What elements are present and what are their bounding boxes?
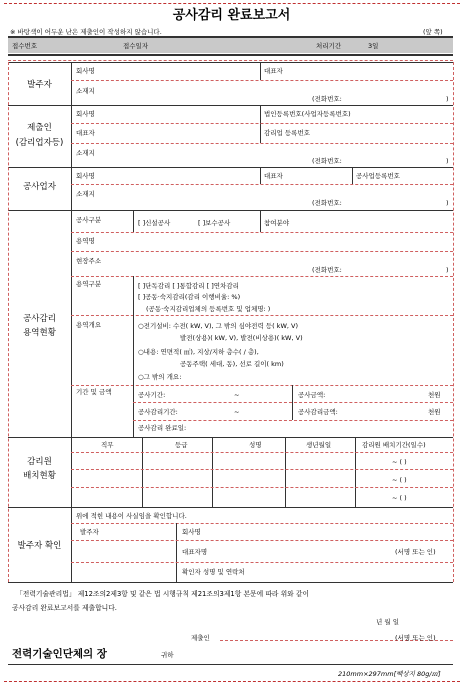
staff-header-period: 감리원 배치기간(일수) [362,441,426,449]
form-top-border [8,36,453,38]
contractor-phone-label: (전화번호: [312,199,342,207]
submitter-corp-no-label: 법인등록번호(사업자등록번호) [264,110,351,118]
owner-top-border [8,62,453,63]
staff-col-divider-2 [212,437,213,507]
status-top-border [8,210,453,211]
work-type-repair-checkbox[interactable]: [ ]보수공사 [198,219,231,227]
confirm-row-line-1 [71,523,453,524]
receipt-gap-line [8,60,453,61]
paper-spec: 210mm×297mm[백상지 80g/㎡] [338,670,441,678]
supervision-completion-label: 공사감리 완료일: [138,424,187,432]
construction-amount-label: 공사금액: [298,391,326,399]
status-row-line-5 [71,385,453,386]
overview-line-1: ○전기설비: 수전( kW, V), 그 밖의 심야전력 등( kW, V) [138,322,298,330]
status-row-line-1 [71,232,453,233]
staff-period-cell-1: ~ ( ) [392,458,407,466]
staff-section-label: 감리원 [27,457,52,467]
confirm-label-divider [176,523,177,582]
staff-top-border [8,437,453,438]
contractor-address-label: 소재지 [76,190,95,198]
submitter-rep-label: 대표자 [76,129,95,137]
receipt-number-label: 접수번호 [12,42,38,50]
page-title: 공사감리 완료보고서 [172,8,291,23]
contractor-phone-close: ) [446,199,449,207]
supervision-amount-unit: 천원 [428,408,441,416]
submitter-reg-no-label: 감리업 등록번호 [264,129,311,137]
staff-row-line-2 [71,469,453,470]
recipient-title: 전력기술인단체의 장 [12,648,107,660]
footer-submitter-label: 제출인 [191,634,210,642]
period-row-line-1 [133,402,453,403]
staff-col-divider-1 [142,437,143,507]
owner-rep-divider [260,62,261,80]
footer-bottom-line [8,664,453,665]
site-phone-close: ) [446,266,449,274]
contractor-reg-no-label: 공사업등록번호 [356,172,400,180]
period-row-line-2 [133,420,453,421]
owner-section-label: 발주자 [27,80,52,90]
staff-col-divider-4 [355,437,356,507]
staff-header-duty: 직무 [101,441,114,449]
overview-line-4: 공동주택( 세대, 동), 선로 길이( km) [180,360,284,368]
supervision-period-label: 공사감리기간: [138,408,178,416]
service-type-line-2[interactable]: [ ]공동·숙지감리(감리 이행비율: %) [138,293,241,301]
submission-date: 년 월 일 [376,618,399,626]
work-type-label: 공사구분 [76,216,102,224]
staff-header-name: 성명 [249,441,262,449]
receipt-row-bg [8,37,453,53]
submitter-address-label: 소재지 [76,149,95,157]
owner-phone-label: (전화번호: [312,95,342,103]
submitter-top-border [8,105,453,106]
confirm-column-divider [71,507,72,582]
footer-sign-label: (서명 또는 인) [395,634,436,642]
work-type-new-checkbox[interactable]: [ ]신설공사 [138,219,171,227]
status-label-divider [133,210,134,232]
overview-line-5: ○그 밖의 개요: [138,373,182,381]
confirm-statement: 위에 적힌 내용이 사실임을 확인합니다. [76,512,187,520]
bottom-cut-line [4,681,460,682]
period-amount-divider [133,385,134,437]
confirm-sign-label: (서명 또는 인) [395,548,436,556]
confirm-section-label: 발주자 확인 [17,541,62,551]
section-column-divider [71,62,72,512]
owner-phone-close: ) [446,95,449,103]
participation-label: 참여분야 [264,219,290,227]
status-row-line-4 [71,315,453,316]
supervision-amount-label: 공사감리금액: [298,408,338,416]
service-type-label: 용역구분 [76,280,102,288]
page-marker: (앞 쪽) [423,28,443,36]
submitter-company-label: 회사명 [76,110,95,118]
submitter-corp-divider [260,105,261,143]
owner-rep-label: 대표자 [264,67,283,75]
recipient-suffix: 귀하 [161,651,174,659]
staff-header-grade: 등급 [175,441,188,449]
form-bottom-border [8,582,453,583]
submitter-section-sublabel: (감리업자등) [15,138,64,148]
contractor-reg-divider [352,167,353,184]
staff-section-sublabel: 배치현황 [23,471,56,481]
service-name-label: 용역명 [76,237,95,245]
staff-period-cell-2: ~ ( ) [392,476,407,484]
status-row-line-2 [71,251,453,252]
construction-period-dash: ~ [234,391,240,399]
owner-row-line [71,80,453,81]
processing-period-label: 처리기간 [316,42,342,50]
confirm-row-line-3 [71,562,453,563]
staff-row-line-1 [71,452,453,453]
instruction-note: ※ 바탕색이 어두운 난은 제출인이 작성하지 않습니다. [10,28,162,36]
status-section-label: 공사감리 [23,314,56,324]
overview-divider [133,315,134,385]
receipt-date-label: 접수일자 [123,42,149,50]
staff-row-line-3 [71,487,453,488]
submitter-row-line-2 [71,143,453,144]
supervision-period-dash: ~ [234,408,240,416]
contractor-rep-divider [260,167,261,184]
contractor-rep-label: 대표자 [264,172,283,180]
contractor-company-label: 회사명 [76,172,95,180]
overview-line-3: ○내용: 연면적( ㎡), 지상/지하 층수( / 층), [138,348,259,356]
site-phone-label: (전화번호: [312,266,342,274]
confirm-rep-label: 대표자명 [182,548,208,556]
processing-period-value: 3일 [368,42,379,50]
contractor-top-border [8,167,453,168]
right-border [453,62,454,582]
period-amount-label: 기간 및 금액 [76,388,112,396]
submitter-row-line-1 [71,123,453,124]
staff-col-divider-3 [285,437,286,507]
declaration-line-2: 공사감리 완료보고서를 제출합니다. [12,604,117,612]
participation-divider [260,210,261,232]
top-cut-line [4,3,460,4]
confirm-owner-label: 발주자 [80,528,99,536]
contractor-row-line [71,184,453,185]
confirm-row-line-2 [71,540,453,541]
staff-header-birth: 생년월일 [306,441,332,449]
overview-label: 용역개요 [76,321,102,329]
status-row-line-3 [71,276,453,277]
service-type-divider [133,276,134,315]
confirmer-label: 확인자 성명 및 연락처 [182,568,245,576]
declaration-line-1: 「전력기술관리법」 제12조의2제3항 및 같은 법 시행규칙 제21조의3제1항 본문에 따라 위와 같이 [16,590,310,598]
service-type-line-1[interactable]: [ ]단독감리 [ ]통합감리 [ ]연차감리 [138,282,239,290]
receipt-bottom-border [8,54,453,56]
service-type-line-3: (공동·숙지감리업체의 등록번호 및 업체명: ) [146,305,271,313]
site-address-label: 현장주소 [76,257,102,265]
owner-company-label: 회사명 [76,67,95,75]
left-border [8,62,9,582]
submitter-phone-label: (전화번호: [312,157,342,165]
owner-address-label: 소재지 [76,87,95,95]
confirm-top-border [8,507,453,508]
construction-amount-unit: 천원 [428,391,441,399]
overview-line-2: 발전(상용)( kW, V), 발전(비상용)( kW, V) [180,334,303,342]
staff-period-cell-3: ~ ( ) [392,494,407,502]
construction-period-label: 공사기간: [138,391,166,399]
status-section-sublabel: 용역현황 [23,328,56,338]
submitter-section-label: 제출인 [27,123,52,133]
contractor-section-label: 공사업자 [23,182,56,192]
submitter-phone-close: ) [446,157,449,165]
confirm-company-label: 회사명 [182,528,201,536]
